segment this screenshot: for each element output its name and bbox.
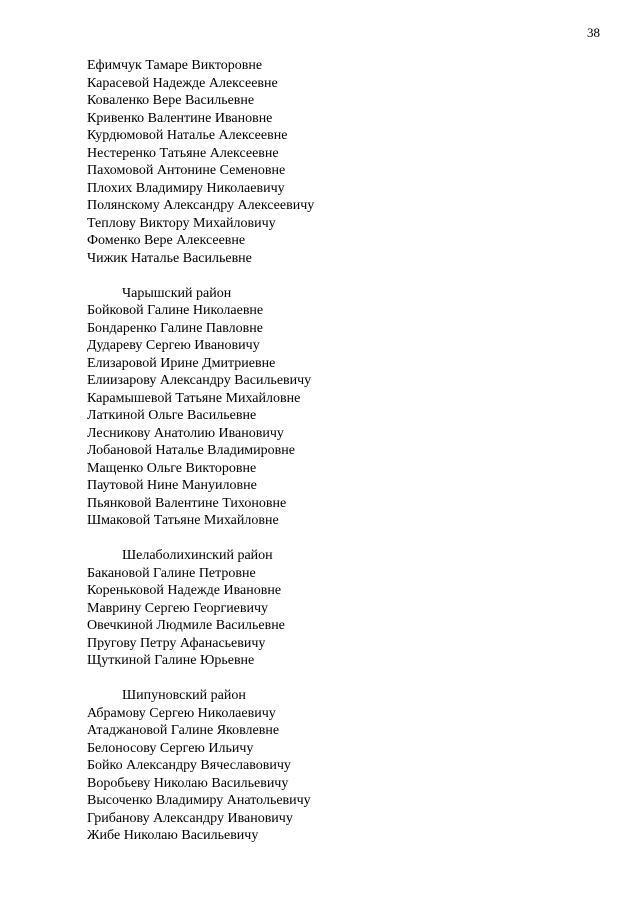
list-item: Воробьеву Николаю Васильевичу bbox=[87, 775, 289, 791]
list-item: Чижик Наталье Васильевне bbox=[87, 250, 252, 266]
list-item: Ефимчук Тамаре Викторовне bbox=[87, 58, 263, 73]
list-item: Пахомовой Антонине Семеновне bbox=[87, 163, 286, 178]
list-item: Паутовой Нине Мануиловне bbox=[87, 478, 257, 493]
section-shelabolikhinsky-district bbox=[87, 547, 607, 670]
page-number: 38 bbox=[587, 25, 600, 40]
list-item: Лобановой Наталье Владимировне bbox=[87, 443, 295, 458]
list-item: Шмаковой Татьяне Михайловне bbox=[87, 513, 279, 528]
list-item: Фоменко Вере Алексеевне bbox=[87, 233, 246, 248]
list-item: Пругову Петру Афанасьевичу bbox=[87, 635, 266, 651]
list-item: Дудареву Сергею Ивановичу bbox=[87, 338, 260, 353]
list-item: Высоченко Владимиру Анатольевичу bbox=[87, 793, 311, 808]
list-item: Карасевой Надежде Алексеевне bbox=[87, 75, 278, 91]
list-item: Латкиной Ольге Васильевне bbox=[87, 408, 257, 423]
list-item: Бойко Александру Вячеславовичу bbox=[87, 758, 291, 773]
list-item: Грибанову Александру Ивановичу bbox=[87, 810, 293, 826]
section-heading: Чарышский район bbox=[122, 285, 232, 301]
list-item: Белоносову Сергею Ильичу bbox=[87, 740, 254, 756]
list-item: Плохих Владимиру Николаевичу bbox=[87, 180, 285, 196]
list-item: Елизаровой Ирине Дмитриевне bbox=[87, 355, 276, 371]
list-item: Атаджановой Галине Яковлевне bbox=[87, 723, 280, 738]
list-item: Мащенко Ольге Викторовне bbox=[87, 460, 257, 476]
list-item: Лесникову Анатолию Ивановичу bbox=[87, 425, 284, 441]
list-item: Овечкиной Людмиле Васильевне bbox=[87, 618, 285, 633]
list-item: Коваленко Вере Васильевне bbox=[87, 93, 255, 108]
list-item: Полянскому Александру Алексеевичу bbox=[87, 198, 315, 213]
list-item: Абрамову Сергею Николаевичу bbox=[87, 705, 276, 721]
list-item: Кривенко Валентине Ивановне bbox=[87, 110, 273, 126]
section-unnamed-district bbox=[87, 57, 607, 267]
section-charyshsky-district bbox=[87, 285, 607, 530]
section-heading: Шелаболихинский район bbox=[122, 548, 273, 563]
list-item: Жибе Николаю Васильевичу bbox=[87, 828, 259, 843]
list-item: Карамышевой Татьяне Михайловне bbox=[87, 390, 301, 406]
list-item: Курдюмовой Наталье Алексеевне bbox=[87, 128, 288, 143]
list-item: Бойковой Галине Николаевне bbox=[87, 303, 264, 318]
list-item: Теплову Виктору Михайловичу bbox=[87, 215, 276, 231]
list-item: Пьянковой Валентине Тихоновне bbox=[87, 495, 287, 511]
list-item: Нестеренко Татьяне Алексеевне bbox=[87, 145, 279, 161]
list-item: Бакановой Галине Петровне bbox=[87, 565, 256, 581]
section-shipunovsky-district bbox=[87, 687, 607, 845]
list-item: Щуткиной Галине Юрьевне bbox=[87, 653, 255, 668]
list-item: Бондаренко Галине Павловне bbox=[87, 320, 263, 336]
document-body bbox=[87, 57, 607, 845]
list-item: Кореньковой Надежде Ивановне bbox=[87, 583, 282, 598]
section-heading: Шипуновский район bbox=[122, 688, 246, 703]
list-item: Маврину Сергею Георгиевичу bbox=[87, 600, 269, 616]
list-item: Елиизарову Александру Васильевичу bbox=[87, 373, 312, 388]
